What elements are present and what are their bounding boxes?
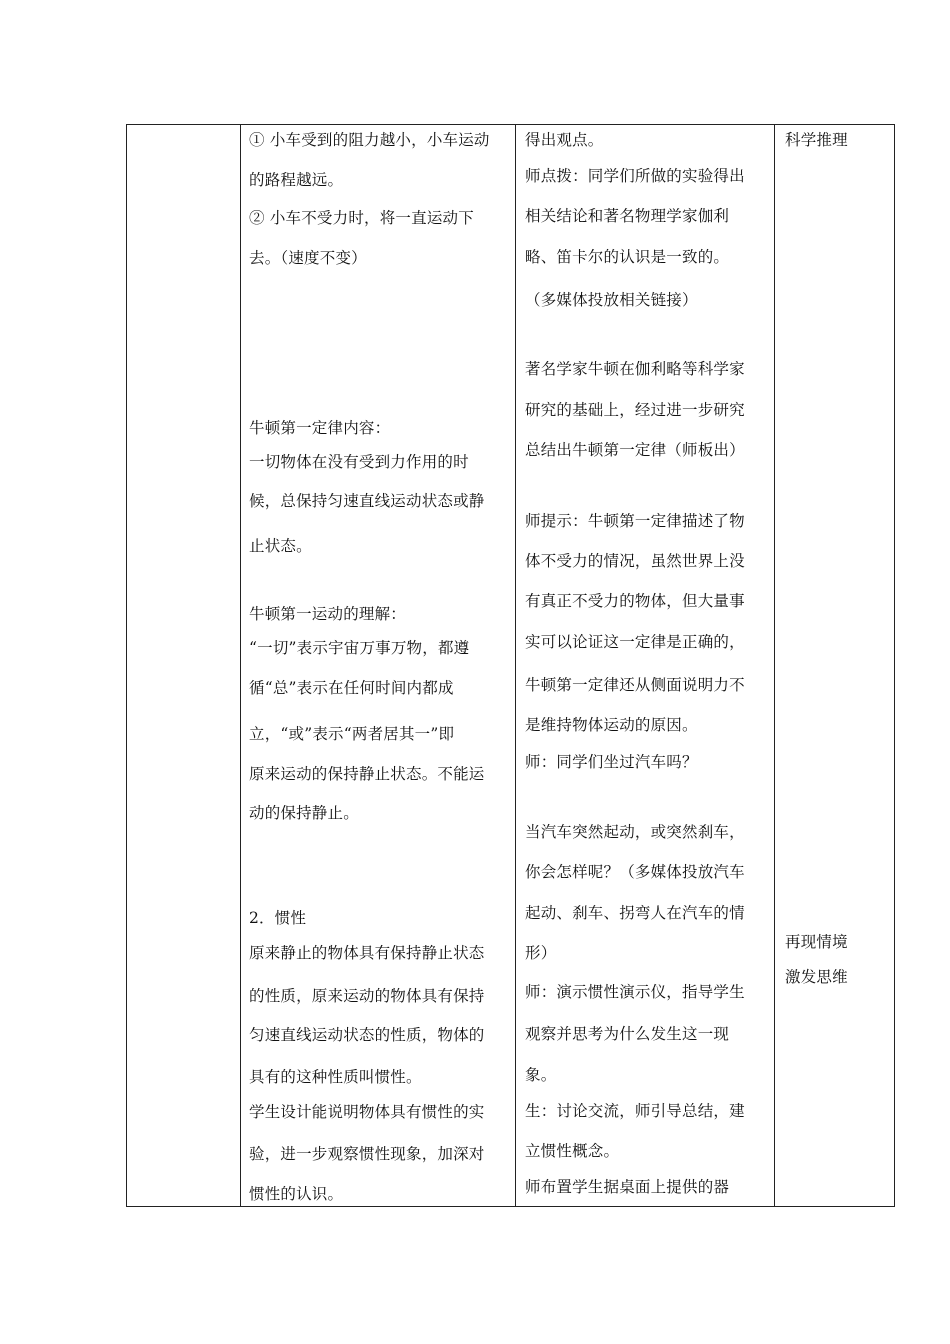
text-line: 牛顿第一定律还从侧面说明力不 [525, 676, 745, 694]
text-line: 著名学家牛顿在伽利略等科学家 [525, 360, 745, 378]
text-line: 师布置学生据桌面上提供的器 [525, 1178, 730, 1196]
text-line: 的性质，原来运动的物体具有保持 [249, 987, 485, 1005]
text-line: 牛顿第一运动的理解： [249, 605, 407, 623]
text-line: 体不受力的情况，虽然世界上没 [525, 552, 745, 570]
text-line: 生：讨论交流，师引导总结，建 [525, 1102, 745, 1120]
text-line: 是维持物体运动的原因。 [525, 716, 698, 734]
text-line: 观察并思考为什么发生这一现 [525, 1025, 730, 1043]
text-line: 匀速直线运动状态的性质，物体的 [249, 1026, 485, 1044]
text-line: 循“总”表示在任何时间内都成 [249, 679, 454, 697]
text-line: 2．惯性 [249, 909, 307, 927]
text-line: 师点拨：同学们所做的实验得出 [525, 167, 745, 185]
text-line: 的路程越远。 [249, 171, 344, 189]
column-divider [515, 124, 516, 1207]
text-line: 得出观点。 [525, 131, 604, 149]
text-line: 有真正不受力的物体，但大量事 [525, 592, 745, 610]
text-line: 惯性的认识。 [249, 1185, 344, 1203]
text-line: 当汽车突然起动，或突然刹车， [525, 823, 745, 841]
text-line: 师：演示惯性演示仪，指导学生 [525, 983, 745, 1001]
text-line: 原来运动的保持静止状态。不能运 [249, 765, 485, 783]
text-line: 候，总保持匀速直线运动状态或静 [249, 492, 485, 510]
text-line: 立惯性概念。 [525, 1142, 620, 1160]
text-line: “一切”表示宇宙万事万物，都遵 [249, 639, 470, 657]
text-line: 再现情境 [785, 933, 848, 951]
text-line: 一切物体在没有受到力作用的时 [249, 453, 469, 471]
text-line: 相关结论和著名物理学家伽利 [525, 207, 730, 225]
text-line: 师：同学们坐过汽车吗？ [525, 753, 698, 771]
text-line: 实可以论证这一定律是正确的， [525, 633, 745, 651]
text-line: 师提示：牛顿第一定律描述了物 [525, 512, 745, 530]
text-line: ① 小车受到的阻力越小，小车运动 [249, 131, 490, 149]
text-line: 你会怎样呢？（多媒体投放汽车 [525, 863, 745, 881]
text-line: 略、笛卡尔的认识是一致的。 [525, 248, 730, 266]
text-line: 原来静止的物体具有保持静止状态 [249, 944, 485, 962]
text-line: 验，进一步观察惯性现象，加深对 [249, 1145, 485, 1163]
text-line: 象。 [525, 1066, 557, 1084]
text-line: 激发思维 [785, 968, 848, 986]
text-line: 去。（速度不变） [249, 249, 367, 267]
text-line: 具有的这种性质叫惯性。 [249, 1068, 422, 1086]
text-line: 止状态。 [249, 537, 312, 555]
text-line: ② 小车不受力时，将一直运动下 [249, 209, 474, 227]
text-line: 动的保持静止。 [249, 804, 359, 822]
text-line: 科学推理 [785, 131, 848, 149]
text-line: 牛顿第一定律内容： [249, 419, 391, 437]
text-line: 研究的基础上，经过进一步研究 [525, 401, 745, 419]
column-divider [240, 124, 241, 1207]
text-line: 立，“或”表示“两者居其一”即 [249, 725, 455, 743]
text-line: （多媒体投放相关链接） [525, 291, 698, 309]
text-line: 形） [525, 944, 557, 962]
text-line: 起动、刹车、拐弯人在汽车的情 [525, 904, 745, 922]
lesson-table [126, 124, 895, 1207]
text-line: 总结出牛顿第一定律（师板出） [525, 441, 745, 459]
column-divider [774, 124, 775, 1207]
text-line: 学生设计能说明物体具有惯性的实 [249, 1103, 485, 1121]
